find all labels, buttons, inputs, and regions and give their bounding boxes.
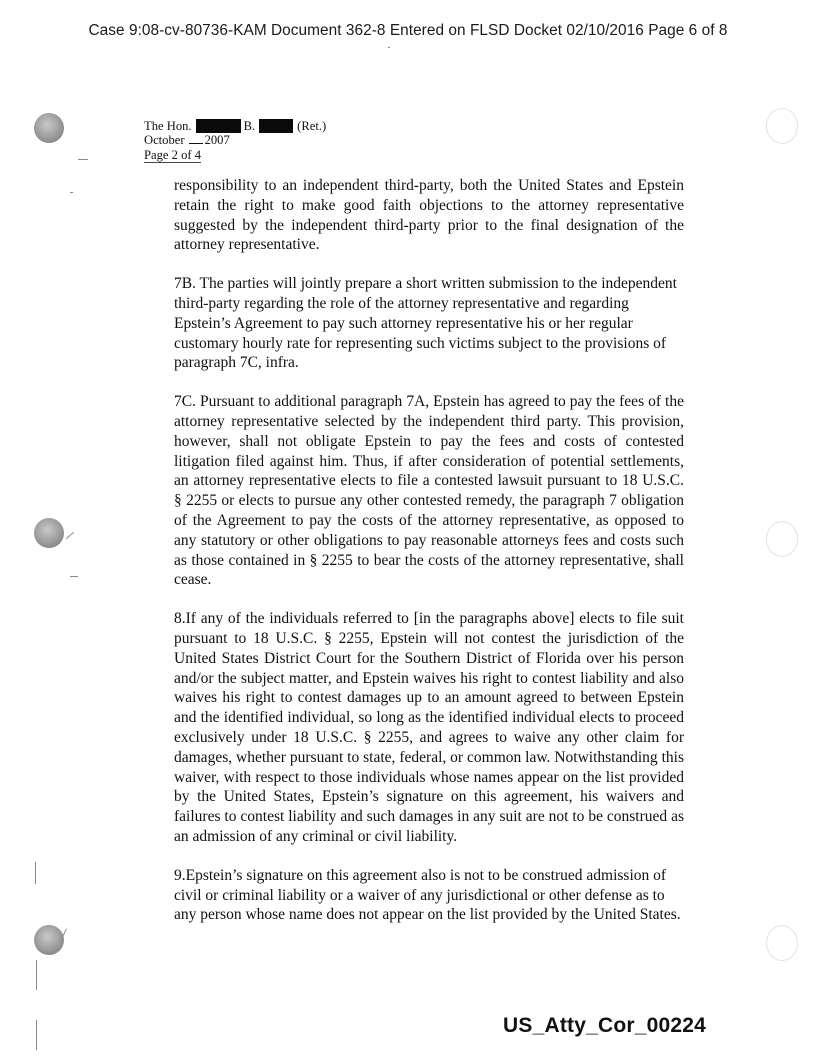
date-year: 2007	[204, 133, 230, 148]
punch-hole-middle	[34, 518, 64, 548]
paragraph-7b: 7B. The parties will jointly prepare a short written submission to the independent third-party regarding the role of the attorney representative and regarding Epstein’s Agreement to pay such attorney representative his or her regular customary hourly rate for representing such victims subject to the provisions of paragraph 7C, infra.	[174, 275, 677, 372]
bates-number: US_Atty_Cor_00224	[503, 1014, 707, 1037]
scan-mark	[78, 159, 88, 160]
scan-mark	[388, 47, 390, 48]
punch-outline-middle	[766, 521, 798, 557]
name-suffix: (Ret.)	[297, 119, 327, 133]
scan-mark	[70, 576, 78, 577]
middle-initial: B.	[243, 119, 256, 133]
paragraph-continuation: responsibility to an independent third-party, both the United States and Epstein retain the right to make good faith objections to the attorney representative suggested by the independent third-party prior to the final designation of the attorney representative.	[174, 177, 684, 254]
scan-mark	[36, 1020, 37, 1050]
letter-body	[174, 176, 684, 944]
letter-header-block	[144, 119, 326, 163]
redaction-bar	[259, 119, 293, 133]
salutation-prefix: The Hon.	[144, 119, 192, 133]
date-line	[144, 133, 326, 147]
paragraph-7c: 7C. Pursuant to additional paragraph 7A, Epstein has agreed to pay the fees of the attorney representative selected by the independent third party. This provision, however, shall not obligate Epstein to pay the fees and costs of contested litigation filed against him. Thus, if after consideration of potential settlements, an attorney representative elects to file a contested lawsuit pursuant to 18 U.S.C. § 2255 or elects to pursue any other contested remedy, the paragraph 7 obligation of the Agreement to pay the costs of the attorney representative, as opposed to any statutory or other obligations to pay reasonable attorneys fees and costs such as those contained in § 2255 to bear the costs of the attorney representative, shall cease.	[174, 393, 684, 589]
paragraph-8: 8.If any of the individuals referred to [in the paragraphs above] elects to file suit pursuant to 18 U.S.C. § 2255, Epstein will not contest the jurisdiction of the United States District Court for the Southern District of Florida over his person and/or the subject matter, and Epstein waives his right to contest liability and also waives his right to contest damages up to an amount agreed to between Epstein and the identified individual, so long as the identified individual elects to proceed exclusively under 18 U.S.C. § 2255, and agrees to waive any other claim for damages, whether pursuant to state, federal, or common law. Notwithstanding this waiver, with respect to those individuals whose names appear on the list provided by the United States, Epstein’s signature on this agreement, his waivers and failures to contest liability and such damages in any suit are not to be construed as an admission of any criminal or civil liability.	[174, 610, 684, 845]
date-blank	[189, 133, 203, 144]
page-reference: Page 2 of 4	[144, 147, 202, 162]
punch-outline-bottom	[766, 925, 798, 961]
addressee-line	[144, 119, 326, 133]
scan-mark	[36, 960, 37, 990]
court-filing-header: Case 9:08-cv-80736-KAM Document 362-8 Entered on FLSD Docket 02/10/2016 Page 6 of 8	[88, 22, 728, 39]
scan-mark	[35, 862, 36, 884]
redaction-bar	[196, 119, 241, 133]
scan-mark	[70, 192, 73, 193]
punch-outline-top	[766, 108, 798, 144]
punch-hole-top	[34, 113, 64, 143]
scan-mark	[66, 532, 74, 539]
paragraph-9: 9.Epstein’s signature on this agreement also is not to be construed admission of civil or criminal liability or a waiver of any jurisdictional or other defense as to any person whose name does not appear on the list provided by the United States.	[174, 866, 681, 924]
date-month: October	[144, 133, 185, 148]
